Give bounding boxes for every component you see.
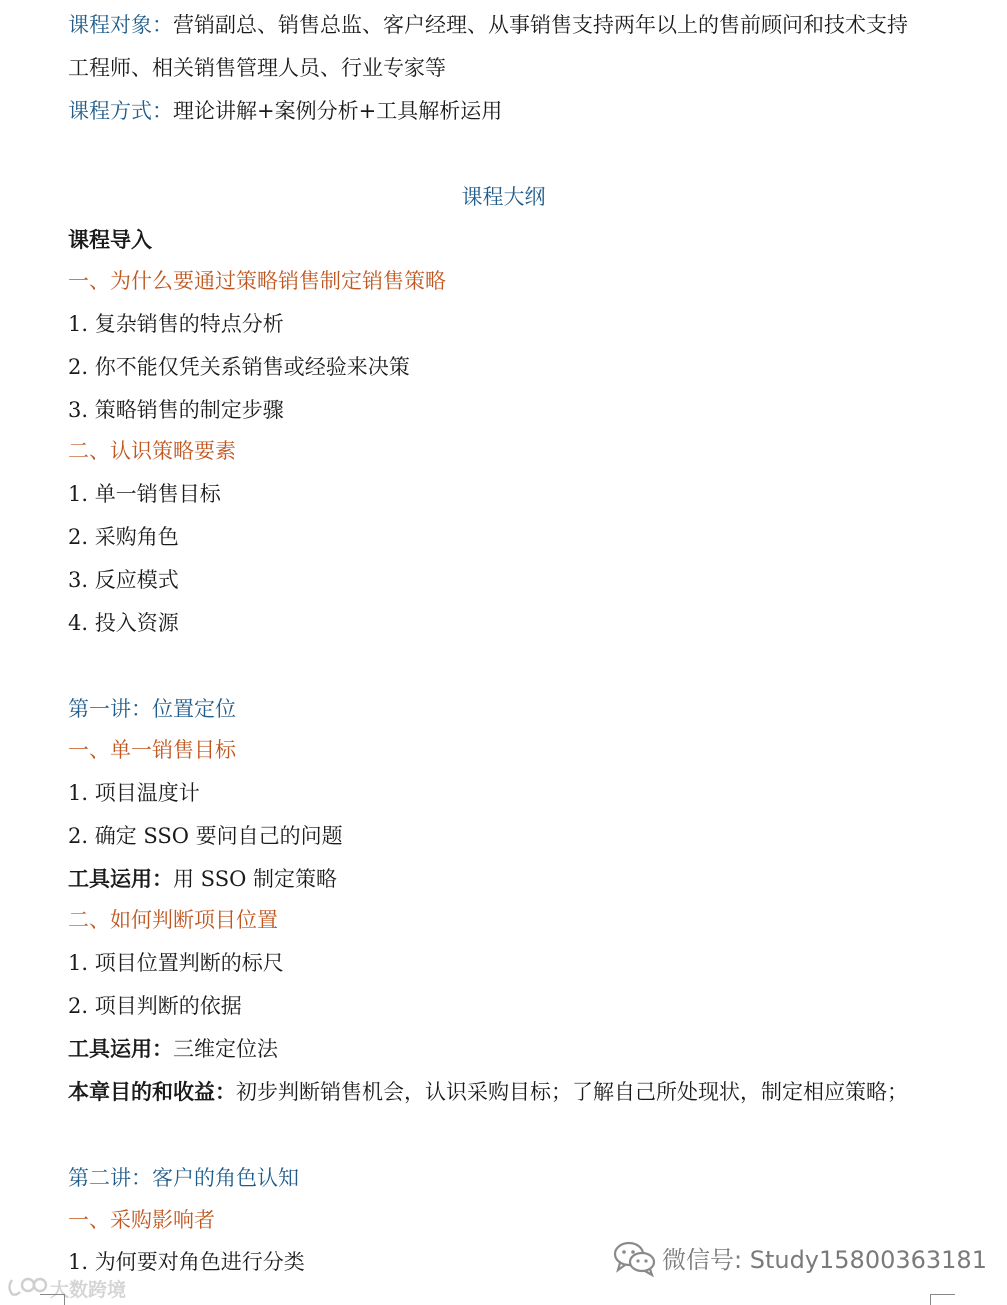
audience-text: 营销副总、销售总监、客户经理、从事销售支持两年以上的售前顾问和技术支持	[173, 13, 908, 37]
page-corner-mark-left	[40, 1294, 65, 1305]
list-item: 2. 项目判断的依据	[68, 994, 242, 1018]
method-line	[68, 98, 502, 124]
section-heading: 二、如何判断项目位置	[68, 908, 278, 932]
brand-watermark	[4, 1272, 139, 1302]
method-text: 理论讲解+案例分析+工具解析运用	[173, 99, 503, 123]
method-label: 课程方式：	[68, 99, 173, 123]
list-item: 3. 反应模式	[68, 568, 179, 592]
wechat-watermark	[612, 1238, 1004, 1278]
wechat-icon	[612, 1239, 658, 1277]
audience-line-1	[68, 12, 908, 38]
section-heading: 一、为什么要通过策略销售制定销售策略	[68, 269, 446, 293]
list-item: 3. 策略销售的制定步骤	[68, 398, 284, 422]
tool-label: 工具运用：	[68, 866, 173, 891]
lecture-heading: 第二讲：客户的角色认知	[68, 1166, 299, 1190]
audience-label: 课程对象：	[68, 13, 173, 37]
brand-text: 大数跨境	[50, 1279, 127, 1301]
benefit-line	[68, 1079, 908, 1105]
outline-title: 课程大纲	[461, 185, 546, 209]
section-heading: 二、认识策略要素	[68, 439, 236, 463]
wechat-id-text: 微信号: Study15800363181	[662, 1246, 987, 1274]
tool-line	[68, 1036, 278, 1062]
list-item: 1. 复杂销售的特点分析	[68, 312, 284, 336]
tool-text: 三维定位法	[173, 1037, 278, 1061]
list-item: 2. 采购角色	[68, 525, 179, 549]
list-item: 1. 单一销售目标	[68, 482, 221, 506]
list-item: 1. 项目位置判断的标尺	[68, 951, 284, 975]
tool-text: 用 SSO 制定策略	[173, 867, 337, 891]
course-intro-heading: 课程导入	[68, 227, 152, 252]
benefit-label: 本章目的和收益：	[68, 1079, 236, 1104]
tool-label: 工具运用：	[68, 1036, 173, 1061]
list-item: 2. 确定 SSO 要问自己的问题	[68, 824, 343, 848]
section-heading: 一、单一销售目标	[68, 738, 236, 762]
list-item: 4. 投入资源	[68, 611, 179, 635]
tool-line	[68, 866, 337, 892]
audience-line-2: 工程师、相关销售管理人员、行业专家等	[68, 56, 446, 80]
section-heading: 一、采购影响者	[68, 1208, 215, 1232]
benefit-text: 初步判断销售机会，认识采购目标；了解自己所处现状，制定相应策略；	[236, 1080, 908, 1104]
lecture-heading: 第一讲：位置定位	[68, 697, 236, 721]
list-item: 2. 你不能仅凭关系销售或经验来决策	[68, 355, 410, 379]
page-corner-mark-right	[930, 1294, 955, 1305]
list-item: 1. 为何要对角色进行分类	[68, 1250, 305, 1274]
list-item: 1. 项目温度计	[68, 781, 200, 805]
